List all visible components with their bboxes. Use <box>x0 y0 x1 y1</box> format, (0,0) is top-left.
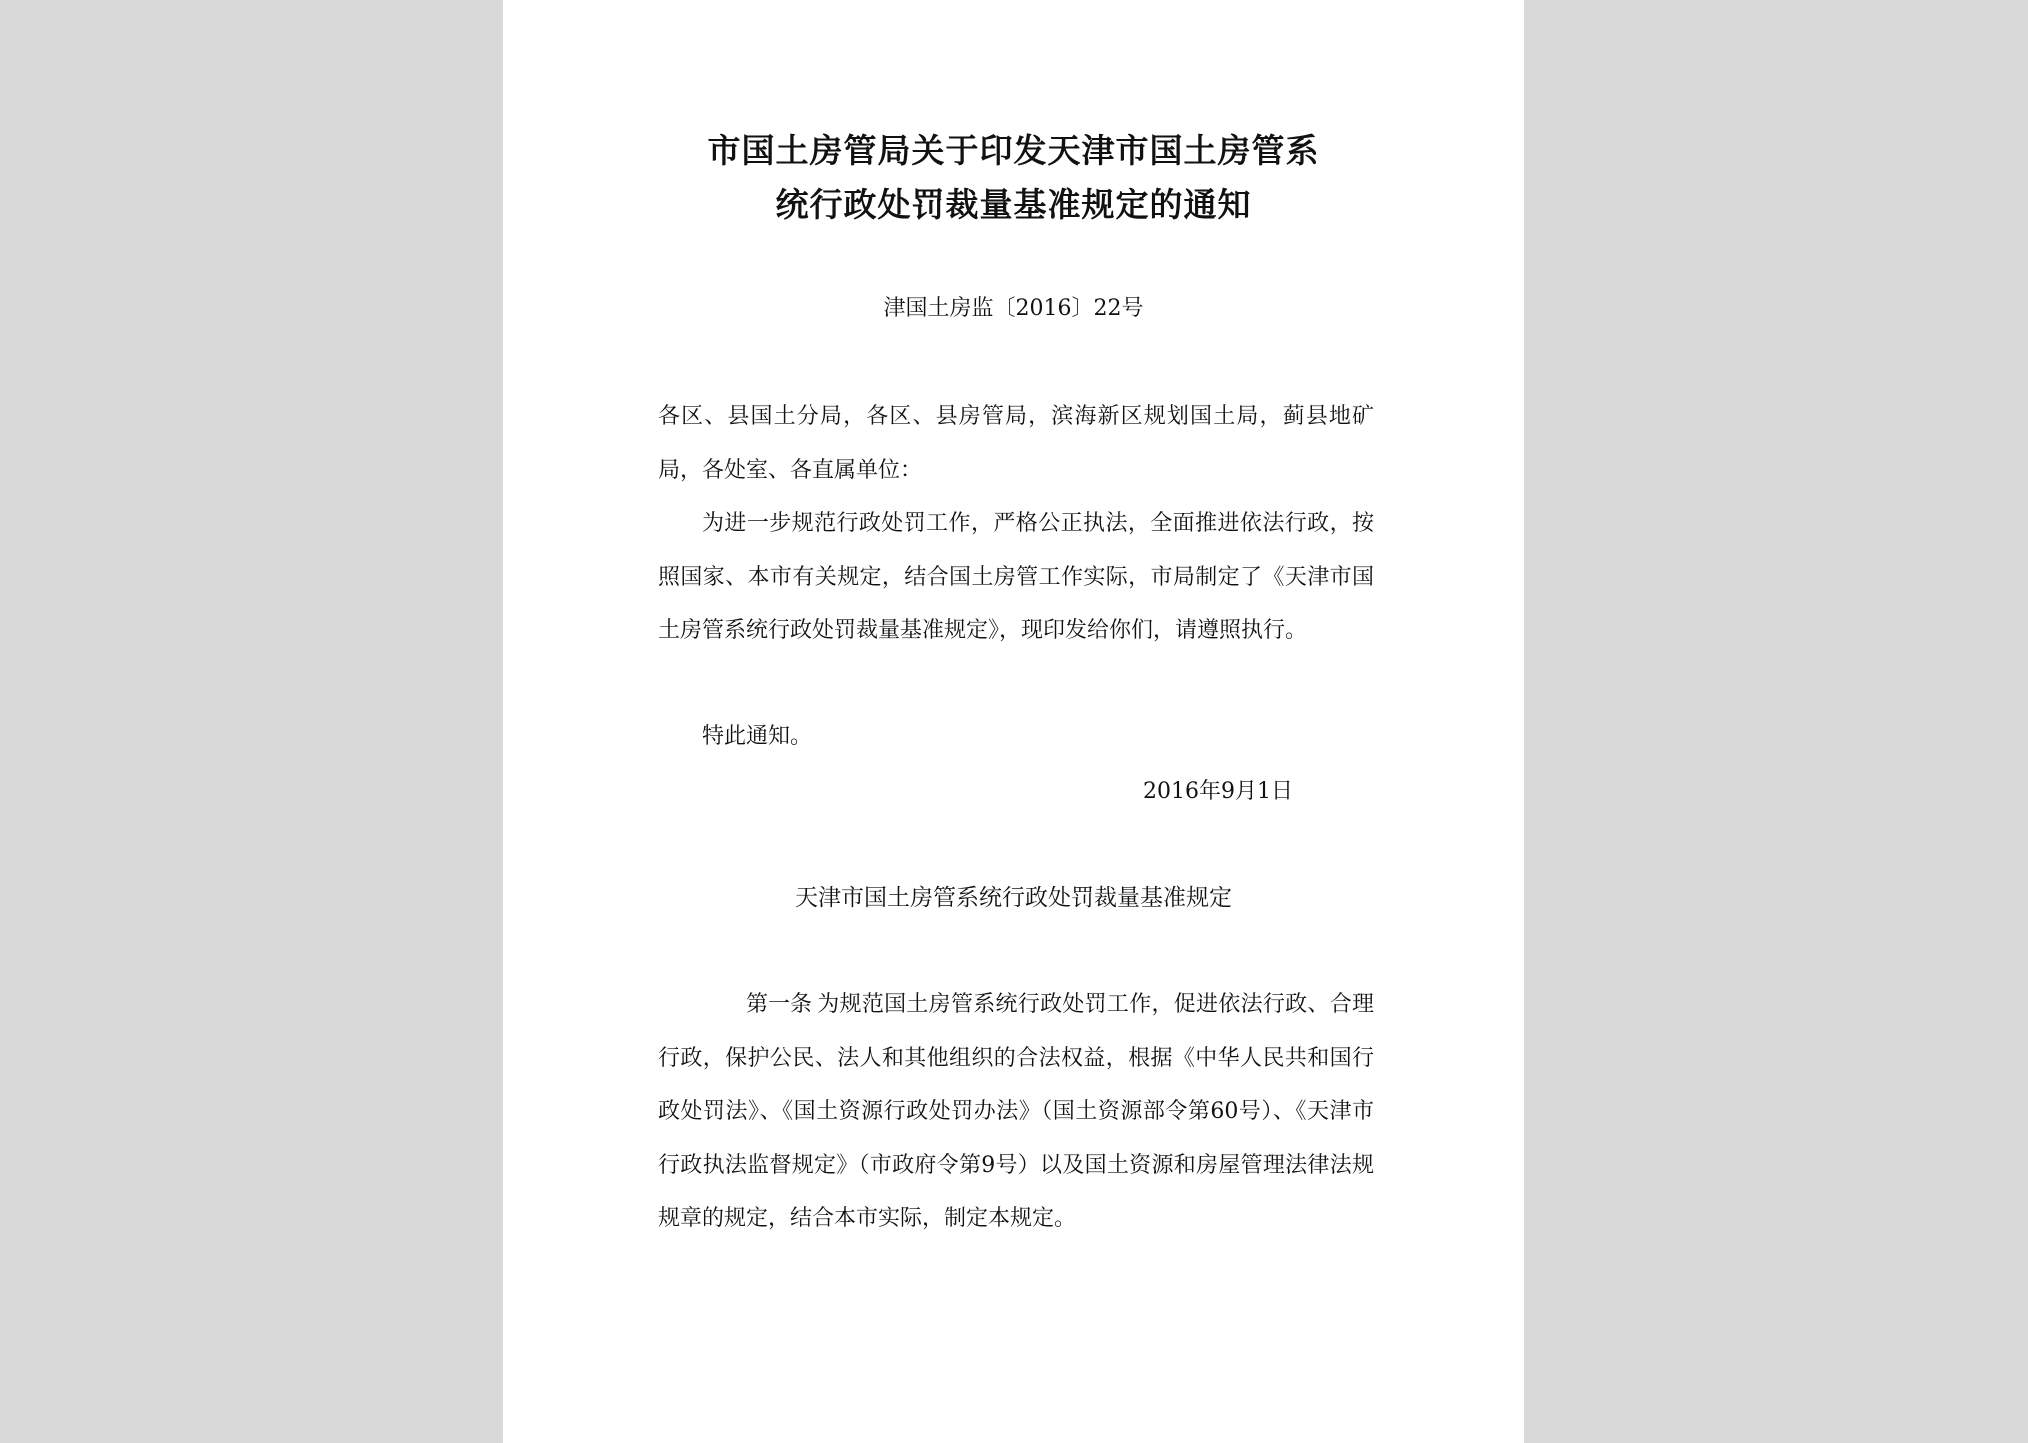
article-1-text: 为规范国土房管系统行政处罚工作，促进依法行政、合理行政，保护公民、法人和其他组织的合法权益，根据《中华人民共和国行政处罚法》、《国土资源行政处罚办法》（国土资源部令第60号）、《天津市行政执法监督规定》（市政府令第9号）以及国土资源和房屋管理法律法规规章的规定，结合本市实际，制定本规定。 <box>658 992 1374 1231</box>
regulation-title: 天津市国土房管系统行政处罚裁量基准规定 <box>795 885 1232 911</box>
document-title <box>503 124 1524 232</box>
document-number: 津国土房监〔2016〕22号 <box>883 296 1144 321</box>
salutation: 各区、县国土分局，各区、县房管局，滨海新区规划国土局，蓟县地矿局，各处室、各直属单位： <box>658 404 1374 483</box>
notice-paragraph: 为进一步规范行政处罚工作，严格公正执法，全面推进依法行政，按照国家、本市有关规定，结合国土房管工作实际，市局制定了《天津市国土房管系统行政处罚裁量基准规定》，现印发给你们，请遵照执行。 <box>658 511 1374 643</box>
title-line-1: 市国土房管局关于印发天津市国土房管系 <box>707 131 1320 170</box>
notice-body <box>658 497 1374 658</box>
article-1-label: 第一条 <box>746 992 813 1017</box>
article-1-paragraph <box>658 978 1374 1246</box>
article-1 <box>658 978 1374 1246</box>
title-line-2: 统行政处罚裁量基准规定的通知 <box>775 185 1252 224</box>
document-page <box>503 0 1524 1443</box>
salutation-block <box>658 390 1374 497</box>
closing-block <box>658 710 1374 764</box>
issue-date: 2016年9月1日 <box>1143 779 1293 804</box>
closing-text: 特此通知。 <box>702 724 813 749</box>
